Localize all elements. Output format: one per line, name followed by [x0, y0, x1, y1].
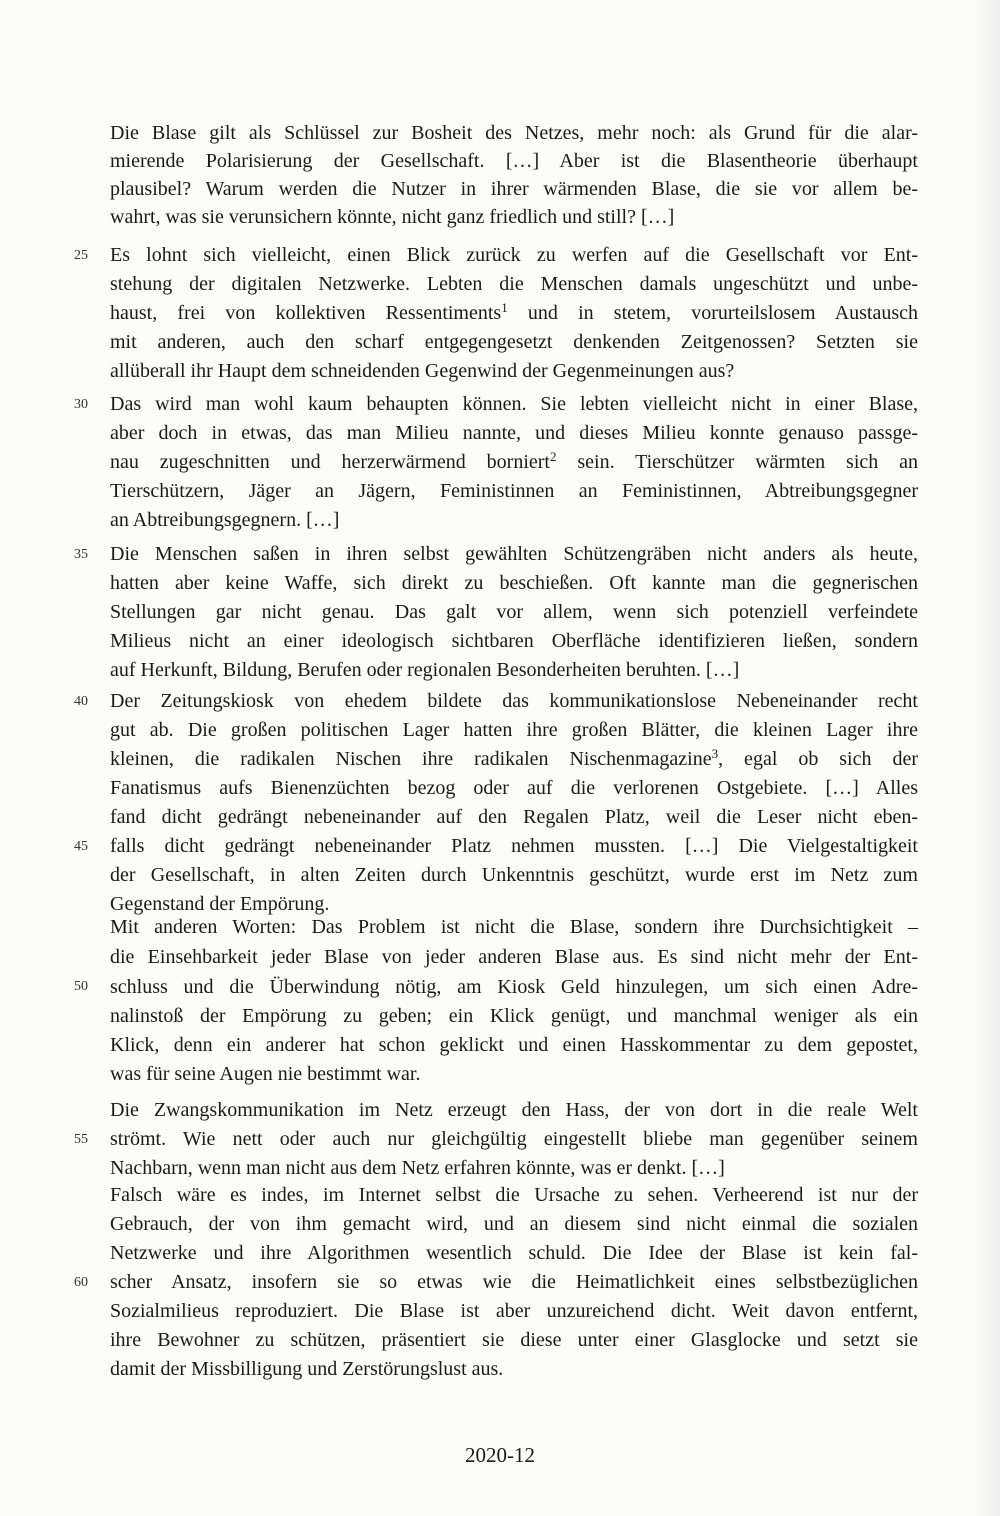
text-line: Klick, denn ein anderer hat schon geklickt und einen Hasskommentar zu dem gepostet, [110, 1034, 918, 1056]
text-line: Gebrauch, der von ihm gemacht wird, und an diesem sind nicht einmal die sozialen [110, 1213, 918, 1235]
text-run: sein. Tierschützer wärmten sich an [556, 451, 918, 473]
page-edge-shadow [972, 0, 1000, 1516]
text-line: ihre Bewohner zu schützen, präsentiert sie diese unter einer Glasglocke und setzt sie [110, 1329, 918, 1351]
text-line: auf Herkunft, Bildung, Berufen oder regionalen Besonderheiten beruhten. […] [110, 659, 740, 681]
text-line: gut ab. Die großen politischen Lager hatten ihre großen Blätter, die kleinen Lager ihre [110, 719, 918, 741]
text-line: Nachbarn, wenn man nicht aus dem Netz erfahren könnte, was er denkt. […] [110, 1157, 725, 1179]
text-line: falls dicht gedrängt nebeneinander Platz nehmen mussten. […] Die Vielgestaltigkeit [110, 835, 918, 857]
text-run: kleinen, die radikalen Nischen ihre radikalen Nischenmagazine [110, 748, 712, 770]
line-number: 50 [74, 979, 88, 994]
text-run: und in stetem, vorurteilslosem Austausch [507, 302, 919, 324]
line-number: 55 [74, 1132, 88, 1147]
text-line: Stellungen gar nicht genau. Das galt vor allem, wenn sich potenziell verfeindete [110, 601, 918, 623]
text-run: , egal ob sich der [718, 748, 918, 770]
text-line: Die Menschen saßen in ihren selbst gewählten Schützengräben nicht anders als heute, [110, 543, 918, 565]
text-line: Die Zwangskommunikation im Netz erzeugt den Hass, der von dort in die reale Welt [110, 1099, 918, 1121]
text-line: Die Blase gilt als Schlüssel zur Bosheit des Netzes, mehr noch: als Grund für die alar- [110, 122, 918, 144]
text-line: schluss und die Überwindung nötig, am Kiosk Geld hinzulegen, um sich einen Adre- [110, 976, 918, 998]
text-line: allüberall ihr Haupt dem schneidenden Gegenwind der Gegenmeinungen aus? [110, 360, 735, 382]
text-run: nau zugeschnitten und herzerwärmend borniert [110, 451, 550, 473]
text-line: fand dicht gedrängt nebeneinander auf den Regalen Platz, weil die Leser nicht eben- [110, 806, 918, 828]
text-line: der Gesellschaft, in alten Zeiten durch Unkenntnis geschützt, wurde erst im Netz zum [110, 864, 918, 886]
text-line: plausibel? Warum werden die Nutzer in ihrer wärmenden Blase, die sie vor allem be- [110, 178, 918, 200]
text-line: Fanatismus aufs Bienenzüchten bezog oder auf die verlorenen Ostgebiete. […] Alles [110, 777, 918, 799]
text-line: Sozialmilieus reproduziert. Die Blase ist aber unzureichend dicht. Weit davon entfernt, [110, 1300, 918, 1322]
footnote-mark: 3 [711, 746, 719, 761]
line-number: 40 [74, 694, 88, 709]
text-line: aber doch in etwas, das man Milieu nannte, und dieses Milieu konnte genauso passge- [110, 422, 918, 444]
line-number: 25 [74, 248, 88, 263]
text-line: wahrt, was sie verunsichern könnte, nicht ganz friedlich und still? […] [110, 206, 675, 228]
text-line: damit der Missbilligung und Zerstörungslust aus. [110, 1358, 504, 1380]
text-line: nalinstoß der Empörung zu geben; ein Klick genügt, und manchmal weniger als ein [110, 1005, 918, 1027]
text-line: mierende Polarisierung der Gesellschaft. […] Aber ist die Blasentheorie überhaupt [110, 150, 918, 172]
text-line [110, 447, 918, 477]
text-line: an Abtreibungsgegnern. […] [110, 509, 340, 531]
text-line: was für seine Augen nie bestimmt war. [110, 1063, 421, 1085]
text-line [110, 744, 918, 774]
text-line: hatten aber keine Waffe, sich direkt zu beschießen. Oft kannte man die gegnerischen [110, 572, 918, 594]
text-line: Falsch wäre es indes, im Internet selbst die Ursache zu sehen. Verheerend ist nur der [110, 1184, 918, 1206]
text-line: mit anderen, auch den scharf entgegengesetzt denkenden Zeitgenossen? Setzten sie [110, 331, 918, 353]
text-line: Netzwerke und ihre Algorithmen wesentlich schuld. Die Idee der Blase ist kein fal- [110, 1242, 918, 1264]
footnote-mark: 1 [501, 300, 508, 315]
text-line: Der Zeitungskiosk von ehedem bildete das kommunikationslose Nebeneinander recht [110, 690, 918, 712]
text-line: strömt. Wie nett oder auch nur gleichgültig eingestellt bliebe man gegenüber seinem [110, 1128, 918, 1150]
text-line: Milieus nicht an einer ideologisch sichtbaren Oberfläche identifizieren ließen, sondern [110, 630, 918, 652]
text-line: Es lohnt sich vielleicht, einen Blick zurück zu werfen auf die Gesellschaft vor Ent- [110, 244, 918, 266]
line-number: 35 [74, 547, 88, 562]
text-line: stehung der digitalen Netzwerke. Lebten die Menschen damals ungeschützt und unbe- [110, 273, 918, 295]
text-line: Das wird man wohl kaum behaupten können. Sie lebten vielleicht nicht in einer Blase, [110, 393, 918, 415]
line-number: 30 [74, 397, 88, 412]
text-line [110, 298, 918, 328]
text-line: scher Ansatz, insofern sie so etwas wie die Heimatlichkeit eines selbstbezüglichen [110, 1271, 918, 1293]
text-line: Gegenstand der Empörung. [110, 893, 330, 915]
text-line: die Einsehbarkeit jeder Blase von jeder anderen Blase aus. Es sind nicht mehr der Ent- [110, 946, 918, 968]
line-number: 60 [74, 1275, 88, 1290]
text-run: haust, frei von kollektiven Ressentiments [110, 302, 502, 324]
text-line: Mit anderen Worten: Das Problem ist nicht die Blase, sondern ihre Durchsichtigkeit – [110, 916, 918, 938]
page-footer-code: 2020-12 [465, 1443, 535, 1467]
footnote-mark: 2 [550, 449, 557, 464]
line-number: 45 [74, 839, 88, 854]
text-line: Tierschützern, Jäger an Jägern, Feministinnen an Feministinnen, Abtreibungsgegner [110, 480, 918, 502]
